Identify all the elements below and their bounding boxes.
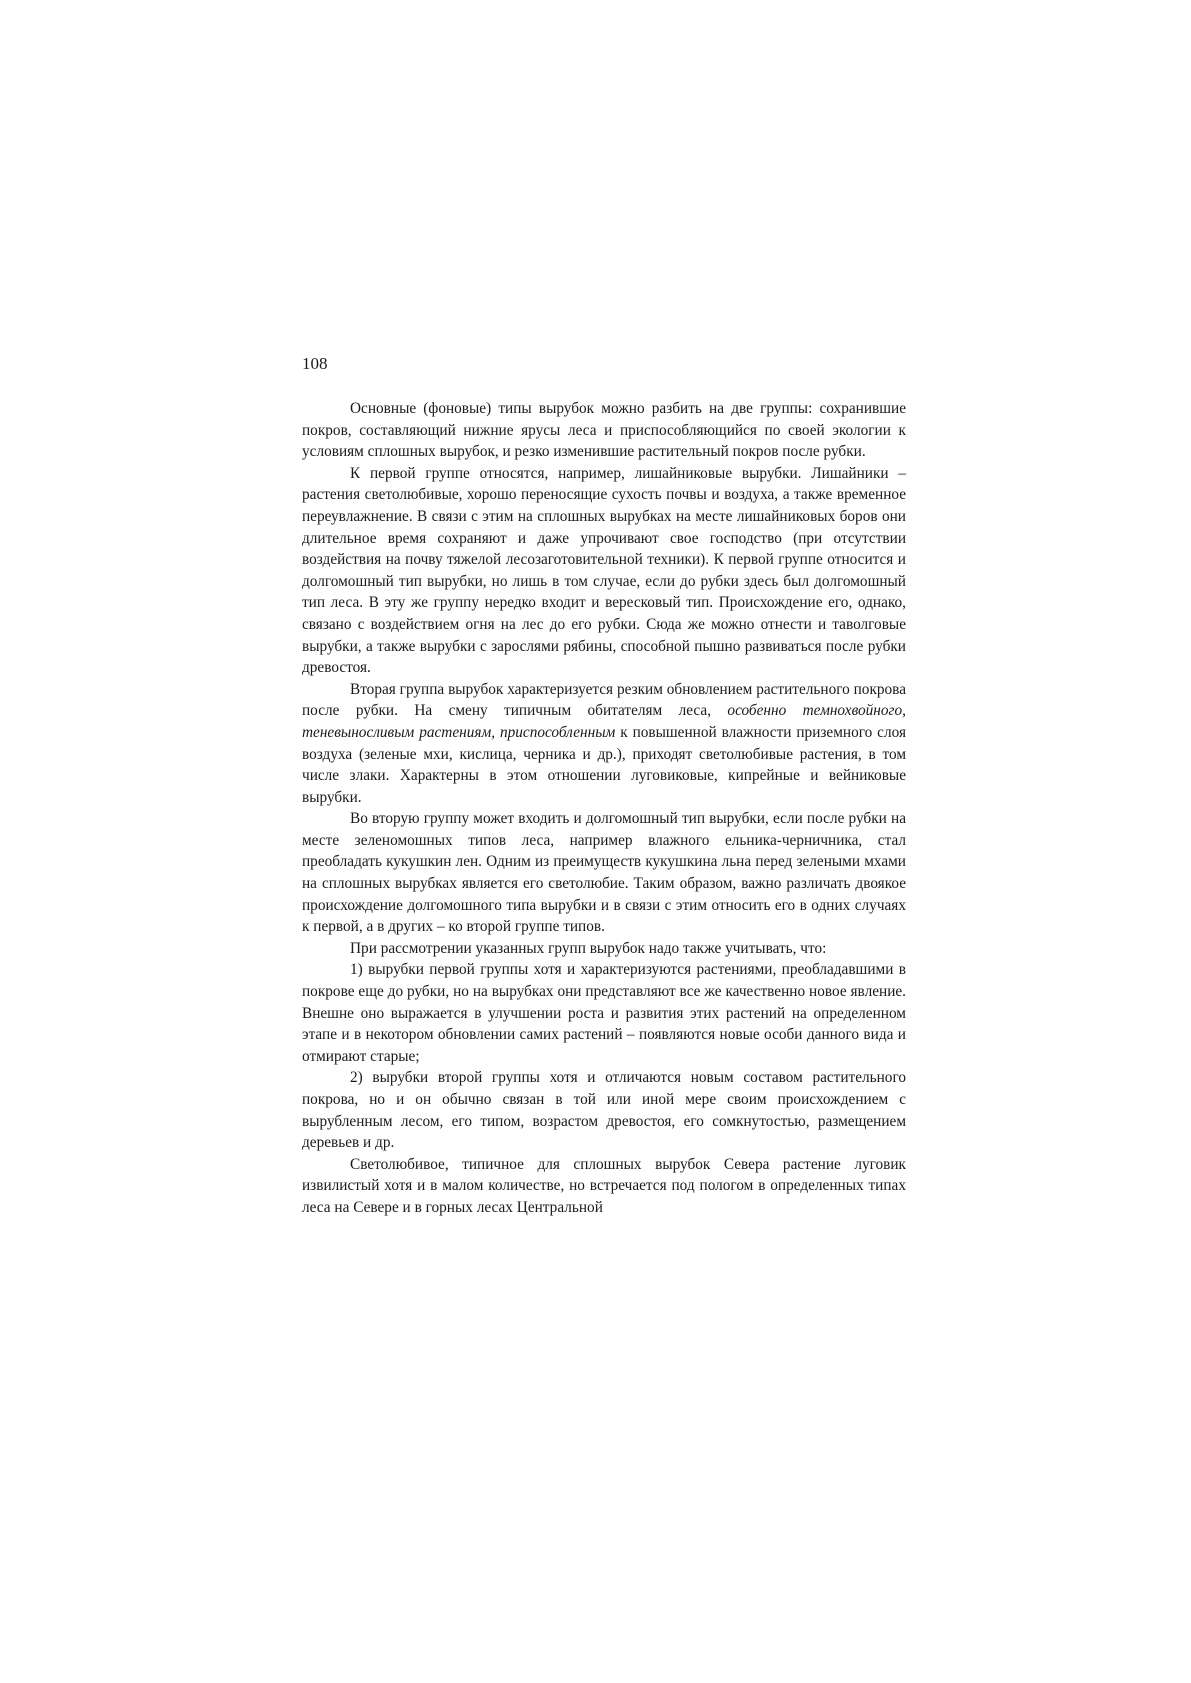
paragraph-3-tail: к повышенной влажности приземного слоя воздуха (зеленые мхи, кислица, черника и др.), приходят светолюбивые растения, в том числе злаки. Характерны в этом отношении луговиковые, кипрейные и вейниковые вырубки. <box>302 723 906 806</box>
paragraph-1: Основные (фоновые) типы вырубок можно разбить на две группы: сохранившие покров, составляющий нижние ярусы леса и приспособляющийся по своей экологии к условиям сплошных вырубок, и резко изменившие растительный покров после рубки. <box>302 400 906 461</box>
paragraph-6: 1) вырубки первой группы хотя и характеризуются растениями, преобладавшими в покрове еще до рубки, но на вырубках они представляют все же качественно новое явление. Внешне оно выражается в улучшении роста и развития этих растений на определенном этапе и в некотором обновлении самих растений – появляются новые особи данного вида и отмирают старые; <box>302 961 906 1065</box>
paragraph-7: 2) вырубки второй группы хотя и отличаются новым составом растительного покрова, но и он обычно связан в той или иной мере своим происхождением с вырубленным лесом, его типом, возрастом древостоя, его сомкнутостью, размещением деревьев и др. <box>302 1069 906 1152</box>
paragraph-2: К первой группе относятся, например, лишайниковые вырубки. Лишайники – растения светолюбивые, хорошо переносящие сухость почвы и воздуха, а также временное переувлажнение. В связи с этим на сплошных вырубках на месте лишайниковых боров они длительное время сохраняют и даже упрочивают свое господство (при отсутствии воздействия на почву тяжелой лесозаготовительной техники). К первой группе относится и долгомошный тип вырубки, но лишь в том случае, если до рубки здесь был долгомошный тип леса. В эту же группу нередко входит и вересковый тип. Происхождение его, однако, связано с воздействием огня на лес до его рубки. Сюда же можно отнести и таволговые вырубки, а также вырубки с зарослями рябины, способной пышно развиваться после рубки древостоя. <box>302 464 906 677</box>
paragraph-8: Светолюбивое, типичное для сплошных вырубок Севера растение луговик извилистый хотя и в малом количестве, но встречается под пологом в определенных типах леса на Севере и в горных лесах Центральной <box>302 1155 906 1216</box>
paragraph-3-emphasis: особенно темнохвойного, теневыносливым растениям, приспособленным <box>302 702 906 741</box>
paragraph-4: Во вторую группу может входить и долгомошный тип вырубки, если после рубки на месте зеленомошных типов леса, например влажного ельника-черничника, стал преобладать кукушкин лен. Одним из преимуществ кукушкина льна перед зелеными мхами на сплошных вырубках является его светолюбие. Таким образом, важно различать двоякое происхождение долгомошного типа вырубки и в связи с этим относить его в одних случаях к первой, а в других – ко второй группе типов. <box>302 810 906 936</box>
page-number: 108 <box>302 354 328 373</box>
paragraph-5: При рассмотрении указанных групп вырубок надо также учитывать, что: <box>350 939 827 957</box>
paragraph-3 <box>302 679 906 809</box>
body-text <box>302 398 906 1219</box>
paragraph-3-lead: Вторая группа вырубок характеризуется резким обновлением растительного покрова после рубки. На смену типичным обитателям леса, <box>302 680 906 720</box>
